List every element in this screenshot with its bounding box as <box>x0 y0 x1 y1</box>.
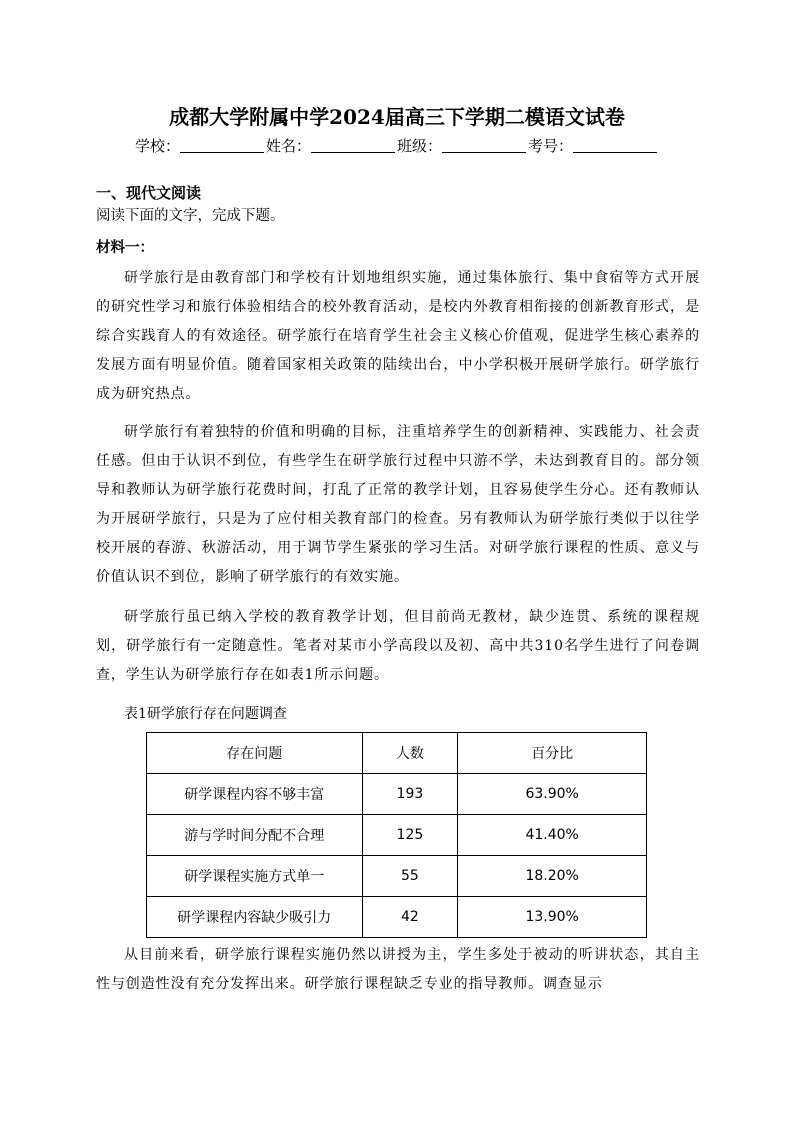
cell-count: 55 <box>362 856 458 897</box>
cell-problem: 研学课程内容缺少吸引力 <box>147 897 363 938</box>
exam-title: 成都大学附属中学2024届高三下学期二模语文试卷 <box>169 105 625 129</box>
table-row <box>147 856 647 897</box>
paragraph-text: 研学旅行虽已纳入学校的教育教学计划，但目前尚无教材，缺少连贯、系统的课程规划，研学旅行有一定随意性。笔者对某市小学高段以及初、高中共310名学生进行了问卷调查，学生认为研学旅行存在如表1所示问题。 <box>96 609 700 683</box>
header-problem: 存在问题 <box>147 733 363 774</box>
name-label: 姓名： <box>265 137 311 155</box>
school-label: 学校： <box>134 137 180 155</box>
paragraph-text: 研学旅行是由教育部门和学校有计划地组织实施，通过集体旅行、集中食宿等方式开展的研究性学习和旅行体验相结合的校外教育活动，是校内外教育相衔接的创新教育形式，是综合实践育人的有效途径。研学旅行在培育学生社会主义核心价值观，促进学生核心素养的发展方面有明显价值。随着国家相关政策的陆续出台，中小学积极开展研学旅行。研学旅行成为研究热点。 <box>96 270 700 402</box>
cell-count: 125 <box>362 815 458 856</box>
header-count: 人数 <box>362 733 458 774</box>
school-blank[interactable] <box>180 138 264 153</box>
student-info-line <box>0 135 794 156</box>
section-heading: 一、现代文阅读 <box>96 184 202 202</box>
header-percent: 百分比 <box>458 733 647 774</box>
paragraph-text: 从目前来看，研学旅行课程实施仍然以讲授为主，学生多处于被动的听讲状态，其自主性与创造性没有充分发挥出来。研学旅行课程缺乏专业的指导教师。调查显示 <box>96 947 700 992</box>
table-row <box>147 815 647 856</box>
number-label: 考号： <box>528 137 574 155</box>
number-blank[interactable] <box>573 138 657 153</box>
cell-problem: 游与学时间分配不合理 <box>147 815 363 856</box>
class-blank[interactable] <box>442 138 526 153</box>
cell-percent: 41.40% <box>458 815 647 856</box>
table-header-row <box>147 733 647 774</box>
cell-problem: 研学课程实施方式单一 <box>147 856 363 897</box>
cell-percent: 13.90% <box>458 897 647 938</box>
cell-count: 193 <box>362 774 458 815</box>
section-instruction: 阅读下面的文字，完成下题。 <box>96 208 285 224</box>
table-row <box>147 897 647 938</box>
paragraph-2 <box>96 418 700 592</box>
class-label: 班级： <box>397 137 443 155</box>
cell-problem: 研学课程内容不够丰富 <box>147 774 363 815</box>
table-caption: 表1研学旅行存在问题调查 <box>124 706 287 722</box>
table-row <box>147 774 647 815</box>
cell-percent: 63.90% <box>458 774 647 815</box>
paragraph-text: 研学旅行有着独特的价值和明确的目标，注重培养学生的创新精神、实践能力、社会责任感。但由于认识不到位，有些学生在研学旅行过程中只游不学，未达到教育目的。部分领导和教师认为研学旅行花费时间，打乱了正常的教学计划，且容易使学生分心。还有教师认为开展研学旅行，只是为了应付相关教育部门的检查。另有教师认为研学旅行类似于以往学校开展的春游、秋游活动，用于调节学生紧张的学习生活。对研学旅行课程的性质、意义与价值认识不到位，影响了研学旅行的有效实施。 <box>96 424 700 585</box>
name-blank[interactable] <box>311 138 395 153</box>
cell-count: 42 <box>362 897 458 938</box>
material-label: 材料一： <box>96 240 154 256</box>
paragraph-1 <box>96 264 700 409</box>
paragraph-3 <box>96 603 700 690</box>
survey-table <box>146 732 647 938</box>
paragraph-4 <box>96 941 700 999</box>
cell-percent: 18.20% <box>458 856 647 897</box>
